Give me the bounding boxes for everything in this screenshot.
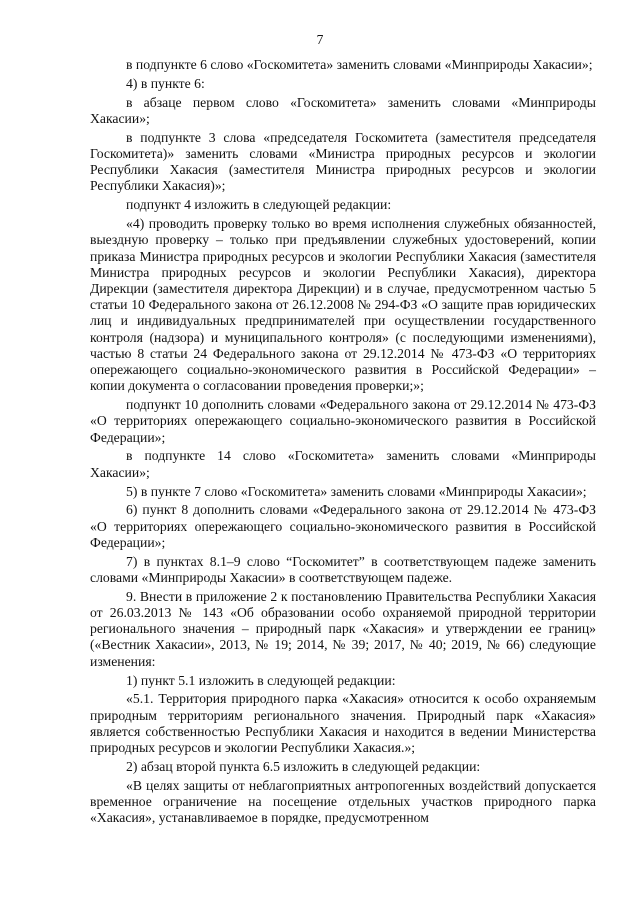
paragraph: 9. Внести в приложение 2 к постановлению Правительства Республики Хакасия от 26.03.2013 № 143 «Об образовании особо охраняемой природной территории регионального значения – природный парк «Хакасия» и утверждении ее границ» («Вестник Хакасии», 2013, № 19; 2014, № 39; 2017, № 40; 2019, № 66) следующие изменения:: [90, 588, 596, 669]
paragraph: 2) абзац второй пункта 6.5 изложить в следующей редакции:: [126, 758, 481, 774]
paragraph: в абзаце первом слово «Госкомитета» заменить словами «Минприроды Хакасии»;: [90, 94, 596, 126]
paragraph: «5.1. Территория природного парка «Хакасия» относится к особо охраняемым природным территориям регионального значения. Природный парк «Хакасия» является собственностью Республики Хакасия и находится в ведении Министерства природных ресурсов и экологии Республики Хакасия.»;: [90, 691, 596, 756]
paragraph: в подпункте 3 слова «председателя Госкомитета (заместителя председателя Госкомитета)» заменить словами «Министра природных ресурсов и экологии Республики Хакасия (заместителя Министра природных ресурсов и экологии Республики Хакасия)»;: [90, 129, 596, 194]
paragraph: «В целях защиты от неблагоприятных антропогенных воздействий допускается временное ограничение на посещение отдельных участков природного парка «Хакасия», устанавливаемое в порядке, предусмотренном: [90, 777, 596, 826]
document-body: [90, 57, 596, 826]
page-number: 7: [316, 32, 324, 47]
paragraph: подпункт 4 изложить в следующей редакции:: [126, 197, 392, 213]
paragraph: 1) пункт 5.1 изложить в следующей редакции:: [126, 672, 396, 688]
paragraph: 7) в пунктах 8.1–9 слово “Госкомитет” в соответствующем падеже заменить словами «Минприроды Хакасии» в соответствующем падеже.: [90, 553, 596, 585]
paragraph: подпункт 10 дополнить словами «Федерального закона от 29.12.2014 № 473-ФЗ «О территориях опережающего социально-экономического развития в Российской Федерации»;: [90, 397, 596, 445]
paragraph: в подпункте 14 слово «Госкомитета» заменить словами «Минприроды Хакасии»;: [90, 448, 596, 480]
paragraph: «4) проводить проверку только во время исполнения служебных обязанностей, выездную проверку – только при предъявлении служебных удостоверений, копии приказа Министра природных ресурсов и экологии Республики Хакасия (заместителя Министра природных ресурсов и экологии Республики Хакасия), директора Дирекции (заместителя директора Дирекции) и в случае, предусмотренном частью 5 статьи 10 Федерального закона от 26.12.2008 № 294-ФЗ «О защите прав юридических лиц и индивидуальных предпринимателей при осуществлении государственного контроля (надзора) и муниципального контроля» (с последующими изменениями), частью 8 статьи 24 Федерального закона от 29.12.2014 № 473-ФЗ «О территориях опережающего социально-экономического развития в Российской Федерации» – копии документа о согласовании проведения проверки;»;: [90, 216, 596, 394]
paragraph: 5) в пункте 7 слово «Госкомитета» заменить словами «Минприроды Хакасии»;: [126, 483, 587, 499]
paragraph: в подпункте 6 слово «Госкомитета» заменить словами «Минприроды Хакасии»;: [126, 57, 593, 72]
paragraph: 6) пункт 8 дополнить словами «Федерального закона от 29.12.2014 № 473-ФЗ «О территориях опережающего социально-экономического развития в Российской Федерации»;: [90, 502, 596, 550]
paragraph: 4) в пункте 6:: [126, 75, 205, 91]
